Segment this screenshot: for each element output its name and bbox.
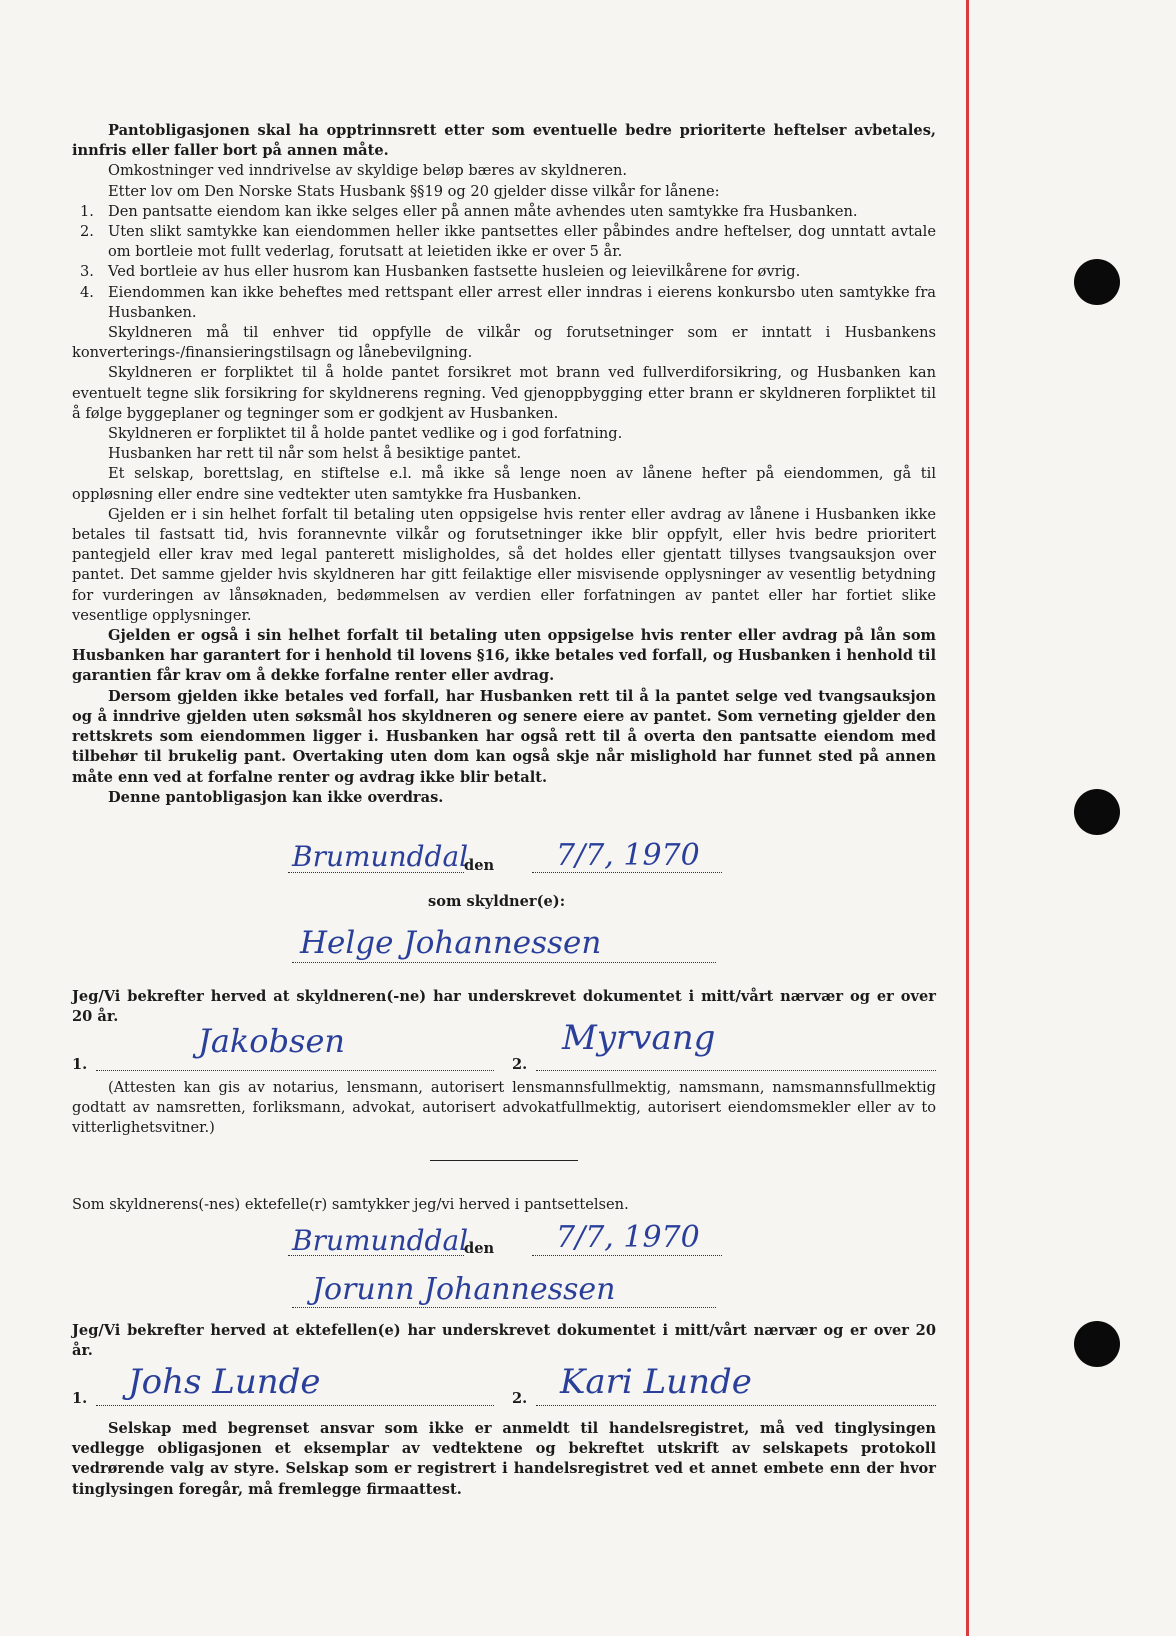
witness1-number: 1. bbox=[72, 1056, 88, 1073]
spouse-witness1-signature: Johs Lunde bbox=[128, 1362, 321, 1402]
condition-item: 2. Uten slikt samtykke kan eiendommen heller ikke pantsettes eller påbindes andre heftelser, dog unntatt avtale om bortleie mot fullt vederlag, forutsatt at leietiden ikke er over 5 år. bbox=[80, 223, 936, 261]
law-intro-paragraph: Etter lov om Den Norske Stats Husbank §§19 og 20 gjelder disse vilkår for lånene: bbox=[108, 182, 720, 200]
debtor-signature-line bbox=[292, 962, 716, 963]
term-paragraph: Et selskap, borettslag, en stiftelse e.l. må ikke så lenge noen av lånene hefter på eiendommen, gå til oppløsning eller endre sine vedtekter uten samtykke fra Husbanken. bbox=[72, 465, 936, 503]
witness1-signature: Jakobsen bbox=[198, 1022, 346, 1060]
witness2-line bbox=[536, 1070, 936, 1071]
loan-terms-text bbox=[72, 121, 936, 808]
debtor-signature: Helge Johannessen bbox=[300, 925, 602, 961]
den-label: den bbox=[464, 857, 495, 874]
spouse-consent-text: Som skyldnerens(-nes) ektefelle(r) samtykker jeg/vi herved i pantsettelsen. bbox=[72, 1196, 629, 1213]
term-paragraph: Gjelden er i sin helhet forfalt til betaling uten oppsigelse hvis renter eller avdrag av lånene i Husbanken ikke betales til fastsatt tid, hvis forannevnte vilkår og forutsetninger ikke blir oppfylt, eller hvis bedre prioritert pantegjeld eller krav med legal panterett misligholdes, så det holdes eller gjentatt tillyses tvangsauksjon over pantet. Det samme gjelder hvis skyldneren har gitt feilaktige eller misvisende opplysninger av vesentlig betydning for vurderingen av lånsøknaden, bedømmelsen av verdien eller forfatningen av pantet eller har fortiet slike vesentlige opplysninger. bbox=[72, 505, 936, 624]
spouse-witness2-line bbox=[536, 1405, 936, 1406]
condition-item: 4. Eiendommen kan ikke beheftes med rettspant eller arrest eller inndras i eierens konkursbo uten samtykke fra Husbanken. bbox=[80, 283, 936, 321]
term-paragraph: Husbanken har rett til når som helst å besiktige pantet. bbox=[108, 445, 522, 463]
witness1-line bbox=[96, 1070, 494, 1071]
spouse-confirm-text: Jeg/Vi bekrefter herved at ektefellen(e) har underskrevet dokumentet i mitt/vårt nærvær og er over 20 år. bbox=[72, 1322, 936, 1360]
spouse-witness1-number: 1. bbox=[72, 1390, 88, 1407]
term-paragraph: Skyldneren er forpliktet til å holde pantet forsikret mot brann ved fullverdiforsikring, og Husbanken kan eventuelt tegne slik forsikring for skyldnerens regning. Ved gjenoppbygging etter brann er skyldneren forpliktet til å følge byggeplaner og tegninger som er godkjent av Husbanken. bbox=[72, 364, 936, 422]
section-divider bbox=[430, 1160, 578, 1161]
punch-hole bbox=[1074, 789, 1120, 835]
punch-hole bbox=[1074, 1321, 1120, 1367]
condition-item: 3. Ved bortleie av hus eller husrom kan Husbanken fastsette husleien og leievilkårene for øvrig. bbox=[80, 263, 801, 281]
witness2-signature: Myrvang bbox=[562, 1018, 716, 1058]
date-handwritten: 7/7, 1970 bbox=[556, 838, 700, 873]
spouse-date-line bbox=[532, 1255, 722, 1256]
place-handwritten: Brumunddal bbox=[292, 840, 469, 873]
spouse-place-handwritten: Brumunddal bbox=[292, 1224, 469, 1257]
spouse-witness1-line bbox=[96, 1405, 494, 1406]
costs-paragraph: Omkostninger ved inndrivelse av skyldige beløp bæres av skyldneren. bbox=[108, 162, 627, 180]
company-footer-note: Selskap med begrenset ansvar som ikke er anmeldt til handelsregistret, må ved tinglysingen vedlegge obligasjonen et eksemplar av vedtektene og bekreftet utskrift av selskapets protokoll vedrørende valg av styre. Selskap som er registrert i handelsregistret ved et annet embete enn der hvor tinglysingen foregår, må fremlegge firmaattest. bbox=[72, 1420, 936, 1498]
spouse-signature: Jorunn Johannessen bbox=[312, 1272, 616, 1307]
spouse-signature-line bbox=[292, 1307, 716, 1308]
term-paragraph: Gjelden er også i sin helhet forfalt til betaling uten oppsigelse hvis renter eller avdrag på lån som Husbanken har garantert for i henhold til lovens §16, ikke betales ved forfall, og Husbanken i henhold til garantien får krav om å dekke forfalne renter eller avdrag. bbox=[72, 627, 936, 685]
conditions-list bbox=[72, 202, 936, 323]
priority-paragraph: Pantobligasjonen skal ha opptrinnsrett etter som eventuelle bedre prioriterte heftelser avbetales, innfris eller faller bort på annen måte. bbox=[72, 122, 936, 160]
spouse-date-handwritten: 7/7, 1970 bbox=[556, 1220, 700, 1255]
attest-note: (Attesten kan gis av notarius, lensmann, autorisert lensmannsfullmektig, namsmann, namsmannsfullmektig godtatt av namsretten, forliksmann, advokat, autorisert advokatfullmektig, autorisert eiendomsmekler eller av to vitterlighetsvitner.) bbox=[72, 1079, 936, 1137]
term-paragraph: Skyldneren er forpliktet til å holde pantet vedlike og i god forfatning. bbox=[108, 425, 623, 443]
punch-hole bbox=[1074, 259, 1120, 305]
term-paragraph: Dersom gjelden ikke betales ved forfall, har Husbanken rett til å la pantet selge ved tvangsauksjon og å inndrive gjelden uten søksmål hos skyldneren og senere eiere av pantet. Som verneting gjelder den rettskrets som eiendommen ligger i. Husbanken har også rett til å overta den pantsatte eiendom med tilbehør til brukelig pant. Overtaking uten dom kan også skje når mislighold har funnet sted på annen måte enn ved at forfalne renter og avdrag ikke blir betalt. bbox=[72, 687, 936, 786]
spouse-witness2-signature: Kari Lunde bbox=[560, 1362, 752, 1402]
red-margin-line bbox=[966, 0, 969, 1636]
witness2-number: 2. bbox=[512, 1056, 528, 1073]
spouse-witness2-number: 2. bbox=[512, 1390, 528, 1407]
as-debtor-label: som skyldner(e): bbox=[428, 893, 566, 910]
condition-item: 1. Den pantsatte eiendom kan ikke selges eller på annen måte avhendes uten samtykke fra Husbanken. bbox=[80, 202, 858, 220]
no-transfer-paragraph: Denne pantobligasjon kan ikke overdras. bbox=[108, 788, 444, 806]
debtor-confirm-text: Jeg/Vi bekrefter herved at skyldneren(-ne) har underskrevet dokumentet i mitt/vårt nærvær og er over 20 år. bbox=[72, 988, 936, 1026]
term-paragraph: Skyldneren må til enhver tid oppfylle de vilkår og forutsetninger som er inntatt i Husbankens konverterings-/finansieringstilsagn og lånebevilgning. bbox=[72, 324, 936, 362]
den-label: den bbox=[464, 1240, 495, 1257]
